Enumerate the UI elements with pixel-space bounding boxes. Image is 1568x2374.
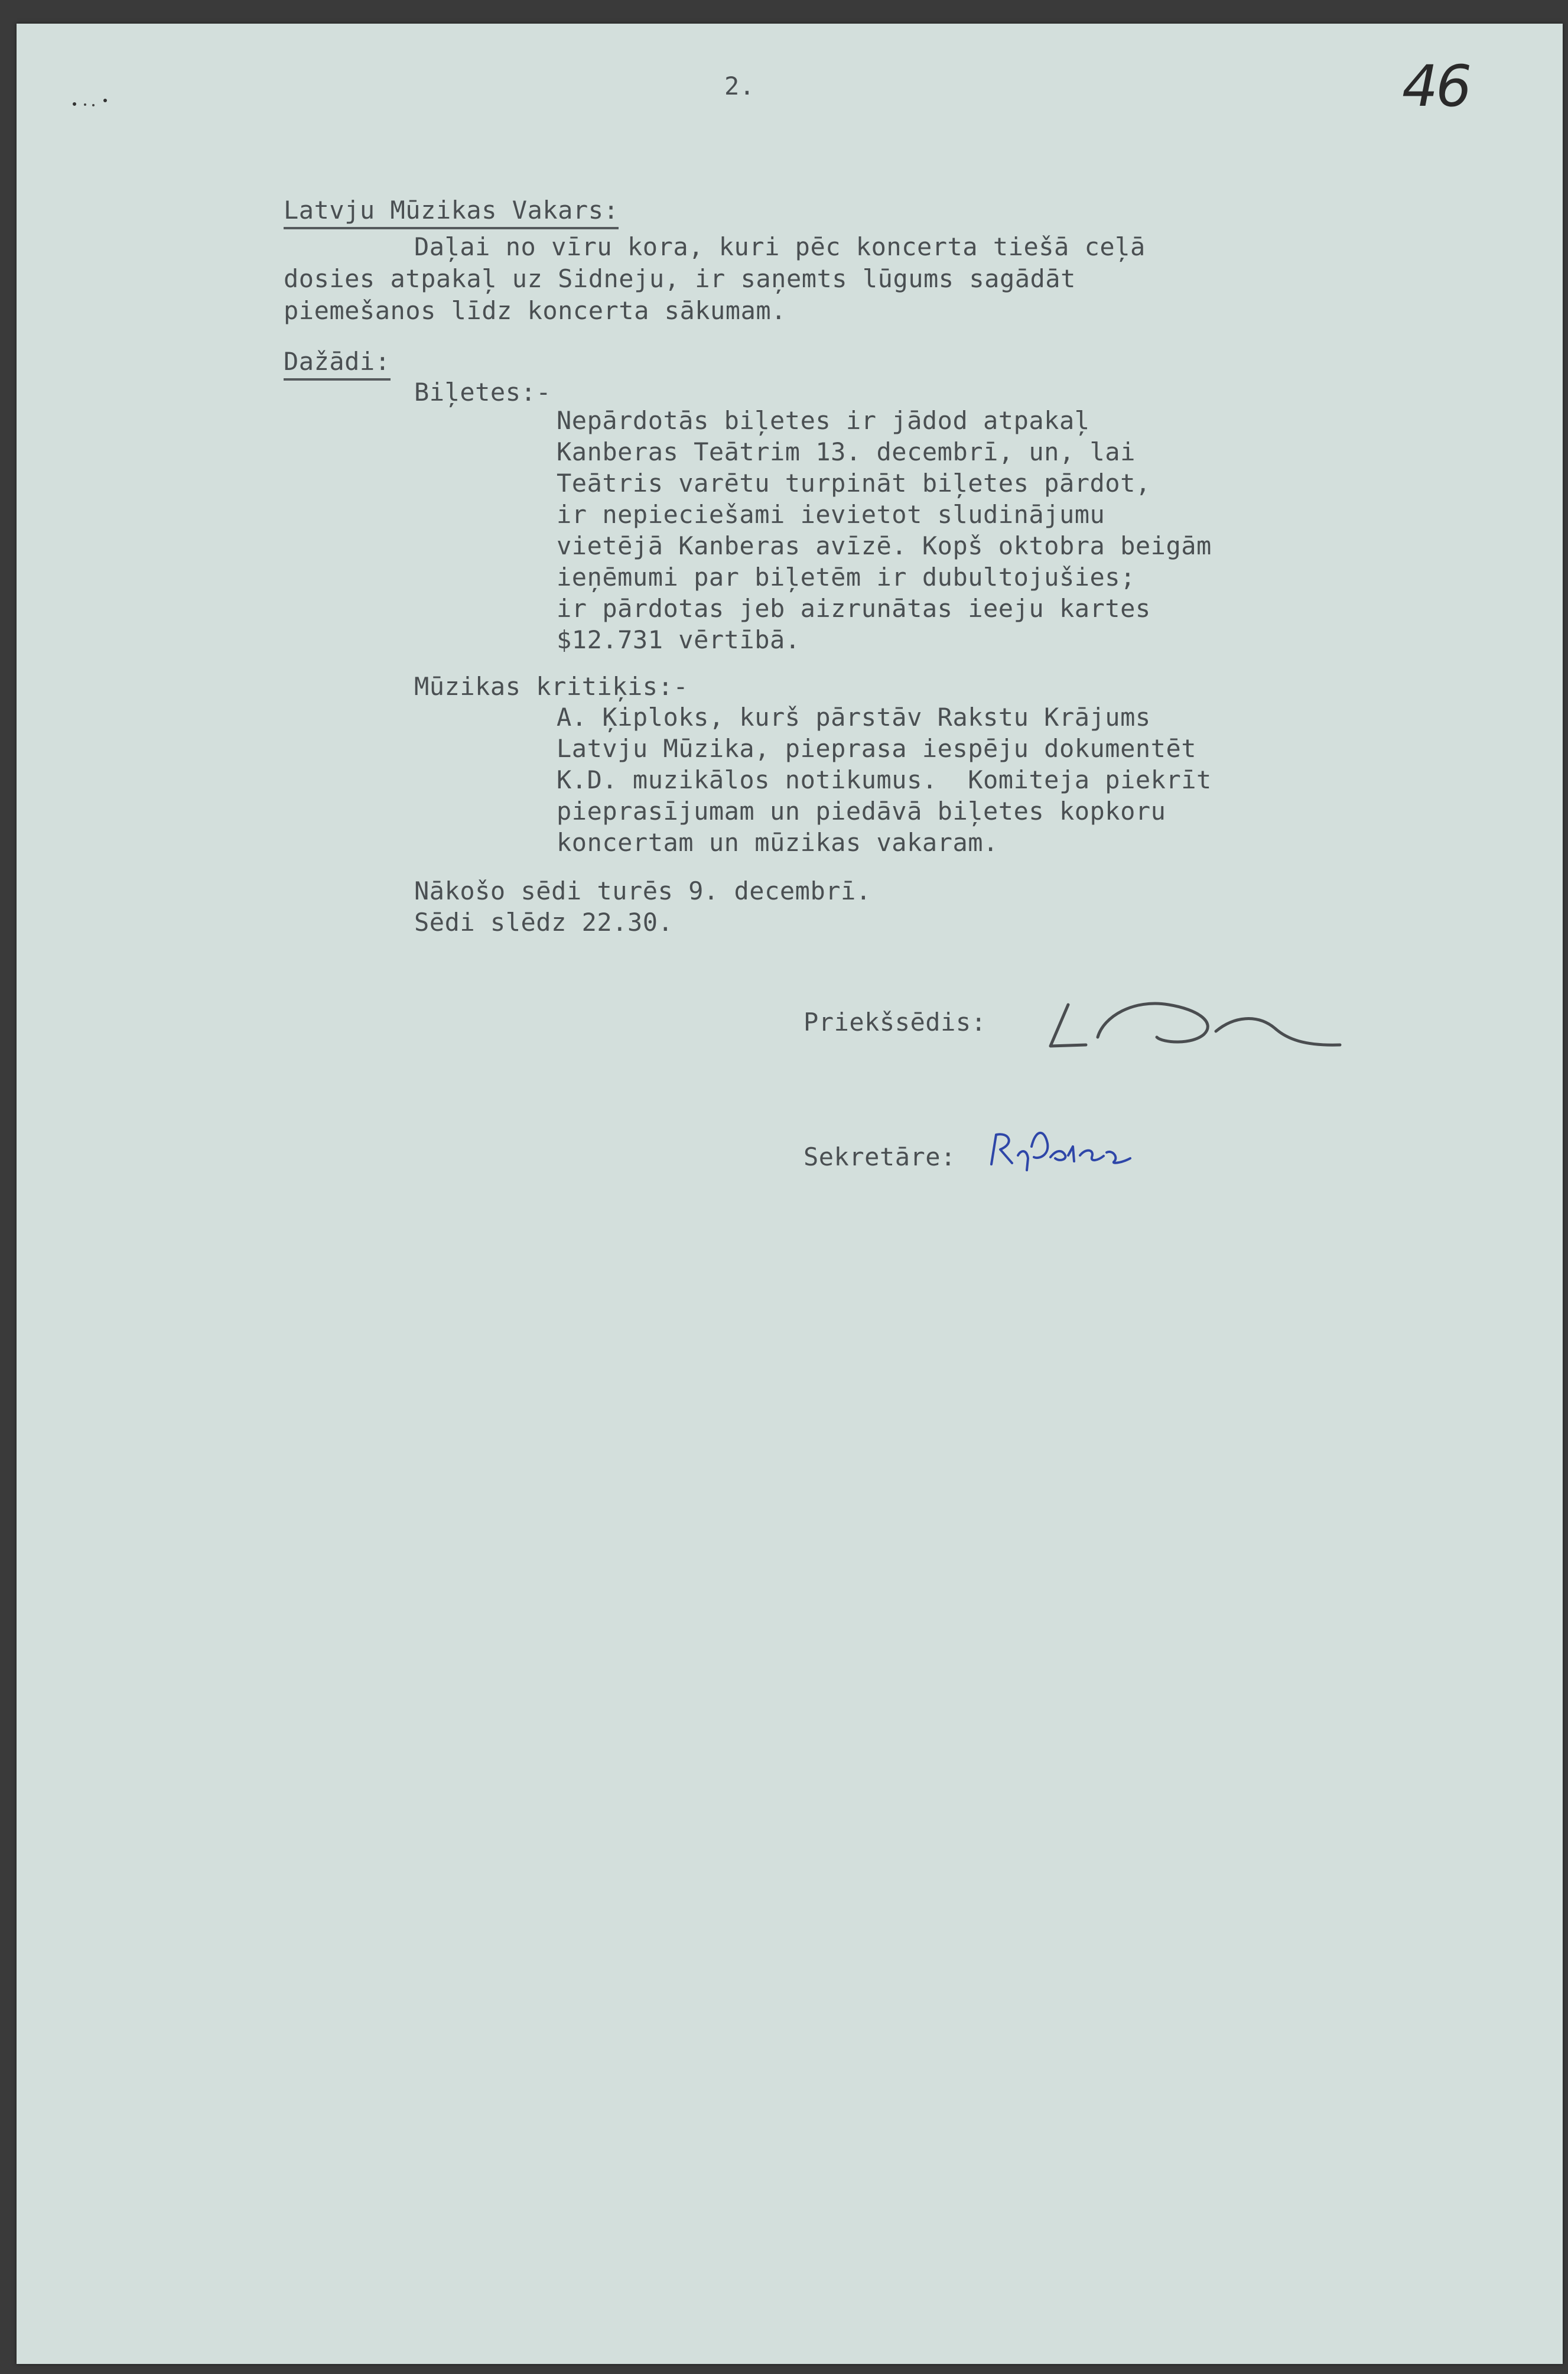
biletes-line-5: vietējā Kanberas avīzē. Kopš oktobra beigām [557, 531, 1212, 560]
biletes-line-1: Nepārdotās biļetes ir jādod atpakaļ [557, 406, 1090, 435]
section1-line-3: piemešanos līdz koncerta sākumam. [284, 296, 786, 325]
biletes-line-3: Teātris varētu turpināt biļetes pārdot, [557, 469, 1151, 498]
biletes-label: Biļetes:- [414, 378, 552, 407]
secretary-signature [985, 1123, 1163, 1184]
kritikis-line-4: pieprasījumam un piedāvā biļetes kopkoru [557, 797, 1166, 826]
section-heading-latvju-muzikas-vakars: Latvju Mūzikas Vakars: [284, 195, 619, 229]
biletes-line-6: ieņēmumi par biļetēm ir dubultojušies; [557, 563, 1136, 592]
chair-label: Priekšsēdis: [803, 1008, 987, 1037]
meeting-closed-line: Sēdi slēdz 22.30. [414, 908, 674, 937]
section1-line-2: dosies atpakaļ uz Sidneju, ir saņemts lūgums sagādāt [284, 264, 1076, 293]
kritikis-line-1: A. Ķiploks, kurš pārstāv Rakstu Krājums [557, 703, 1151, 732]
document-page [17, 24, 1563, 2364]
secretary-label: Sekretāre: [803, 1142, 956, 1171]
biletes-line-7: ir pārdotas jeb aizrunātas ieeju kartes [557, 594, 1151, 623]
kritikis-label: Mūzikas kritiķis:- [414, 672, 689, 701]
chair-signature [1045, 981, 1352, 1072]
section-heading-dazadi: Dažādi: [284, 346, 391, 381]
next-meeting-line: Nākošo sēdi turēs 9. decembrī. [414, 876, 871, 905]
folio-number: 46 [1402, 53, 1470, 119]
kritikis-line-5: koncertam un mūzikas vakaram. [557, 828, 998, 857]
section1-line-1: Daļai no vīru kora, kuri pēc koncerta tiešā ceļā [414, 232, 1146, 261]
ink-speck-marks [71, 95, 112, 115]
biletes-line-8: $12.731 vērtībā. [557, 625, 801, 654]
kritikis-line-3: K.D. muzikālos notikumus. Komiteja piekrīt [557, 765, 1212, 794]
biletes-line-4: ir nepieciešami ievietot sludinājumu [557, 500, 1105, 529]
kritikis-line-2: Latvju Mūzika, pieprasa iespēju dokumentēt [557, 734, 1197, 763]
page-number: 2. [724, 72, 755, 100]
biletes-line-2: Kanberas Teātrim 13. decembrī, un, lai [557, 437, 1136, 466]
